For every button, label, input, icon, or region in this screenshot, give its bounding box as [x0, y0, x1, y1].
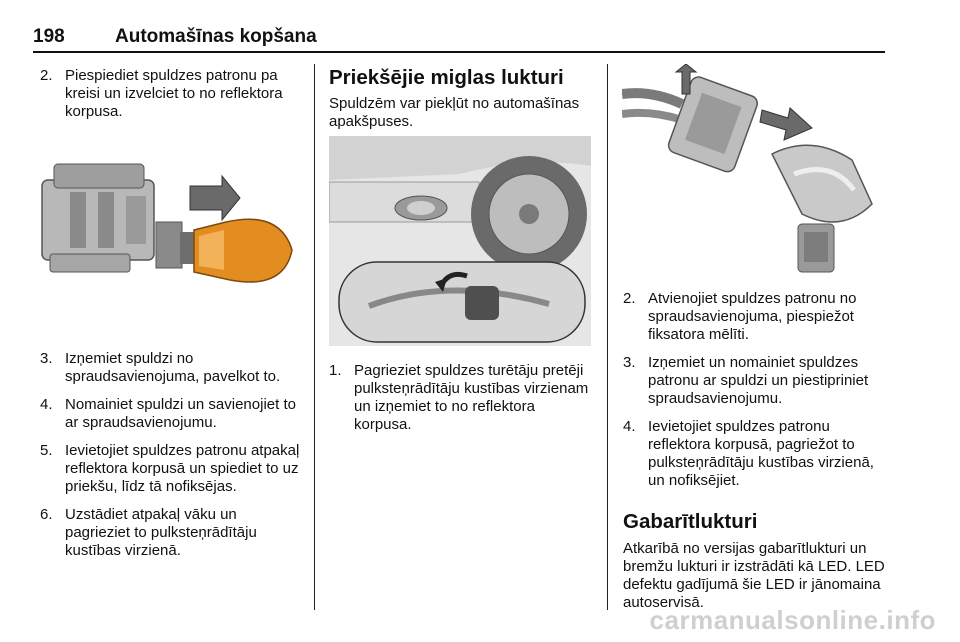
- section-heading: Priekšējie miglas lukturi: [329, 66, 564, 89]
- list-item: 2. Piespiediet spuldzes patronu pa kreisi un izvelciet to no reflektora korpusa.: [40, 67, 283, 120]
- column-divider: [314, 64, 315, 610]
- steps-list: [623, 290, 887, 490]
- list-item: 3. Izņemiet un nomainiet spuldzes patronu ar spuldzi un piestipriniet spraudsavienojumu.: [623, 354, 869, 407]
- column-divider: [607, 64, 608, 610]
- steps-list: [329, 362, 594, 434]
- steps-list: [40, 67, 302, 121]
- list-item: 2. Atvienojiet spuldzes patronu no spraudsavienojuma, piespiežot fiksatora mēlīti.: [623, 290, 857, 343]
- list-item: 4. Ievietojiet spuldzes patronu reflektora korpusā, pagriežot to pulksteņrādītāju kustības virzienā, un nofiksējiet.: [623, 418, 874, 489]
- steps-list: [40, 350, 302, 560]
- list-item: 6. Uzstādiet atpakaļ vāku un pagrieziet to pulksteņrādītāju kustības virzienā.: [40, 506, 257, 559]
- list-item: 3. Izņemiet spuldzi no spraudsavienojuma, pavelkot to.: [40, 350, 281, 385]
- column-2-lower: [329, 362, 594, 444]
- page-header: [33, 26, 885, 53]
- fog-light-illustration: [329, 136, 591, 346]
- intro-paragraph: Spuldzēm var piekļūt no automašīnas apakšpuses.: [329, 95, 580, 130]
- section-heading: Gabarītlukturi: [623, 510, 758, 533]
- watermark: carmanualsonline.info: [649, 605, 936, 635]
- page-title: Automašīnas kopšana: [115, 26, 317, 47]
- column-1: [40, 67, 302, 131]
- connector-illustration: [622, 64, 884, 274]
- column-2: [329, 66, 594, 131]
- list-item: 5. Ievietojiet spuldzes patronu atpakaļ reflektora korpusā un spiediet to uz priekšu, līdz tā nofiksējas.: [40, 442, 300, 495]
- list-item: 1. Pagrieziet spuldzes turētāju pretēji pulksteņrādītāju kustības virzienam un izņemiet to no reflektora korpusa.: [329, 362, 589, 433]
- body-paragraph: Atkarībā no versijas gabarītlukturi un bremžu lukturi ir izstrādāti kā LED. LED defektu gadījumā šie LED ir jānomaina autoservisā.: [623, 540, 885, 611]
- column-3: [623, 290, 887, 612]
- bulb-holder-illustration: [34, 150, 302, 310]
- column-1-lower: [40, 350, 302, 570]
- page-number: 198: [33, 26, 65, 47]
- list-item: 4. Nomainiet spuldzi un savienojiet to ar spraudsavienojumu.: [40, 396, 296, 431]
